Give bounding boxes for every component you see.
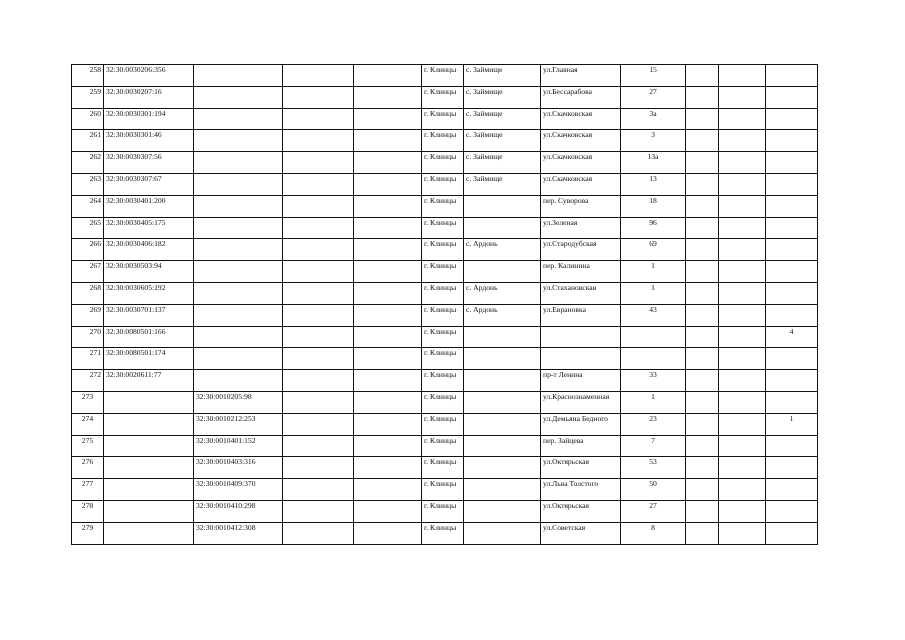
cadastral-number-alt-cell (194, 304, 283, 326)
empty-cell (719, 413, 766, 435)
empty-cell (283, 435, 354, 457)
city-cell: г. Клинцы (422, 195, 464, 217)
row-number-cell: 267 (72, 261, 104, 283)
empty-cell (283, 522, 354, 544)
city-cell: г. Клинцы (422, 370, 464, 392)
city-cell: г. Клинцы (422, 108, 464, 130)
settlement-cell (464, 479, 541, 501)
extra-value-cell (766, 304, 818, 326)
row-number-cell: 274 (72, 413, 104, 435)
empty-cell (354, 348, 422, 370)
empty-cell (354, 479, 422, 501)
extra-value-cell (766, 500, 818, 522)
street-cell: ул.Краснознаменная (541, 391, 621, 413)
empty-cell (686, 370, 719, 392)
cadastral-number-alt-cell: 32:30:0010412:308 (194, 522, 283, 544)
cadastral-number-cell (104, 435, 194, 457)
street-cell: ул.Октярьская (541, 457, 621, 479)
empty-cell (283, 86, 354, 108)
city-cell: г. Клинцы (422, 435, 464, 457)
empty-cell (354, 326, 422, 348)
row-number-cell: 268 (72, 282, 104, 304)
cadastral-number-cell: 32:30:0030301:46 (104, 130, 194, 152)
extra-value-cell (766, 239, 818, 261)
settlement-cell (464, 413, 541, 435)
cadastral-number-cell: 32:30:0030307:56 (104, 152, 194, 174)
empty-cell (719, 152, 766, 174)
street-cell: ул.Скачковская (541, 152, 621, 174)
cadastral-number-cell: 32:30:0030301:194 (104, 108, 194, 130)
cadastral-number-alt-cell (194, 282, 283, 304)
empty-cell (354, 86, 422, 108)
table-row (72, 65, 818, 87)
cadastral-number-alt-cell (194, 261, 283, 283)
empty-cell (354, 130, 422, 152)
table-row (72, 435, 818, 457)
empty-cell (283, 152, 354, 174)
city-cell: г. Клинцы (422, 130, 464, 152)
table-row (72, 348, 818, 370)
settlement-cell: с. Ардонь (464, 239, 541, 261)
empty-cell (354, 239, 422, 261)
row-number-cell: 279 (72, 522, 104, 544)
city-cell: г. Клинцы (422, 457, 464, 479)
table-row (72, 522, 818, 544)
cadastral-number-alt-cell (194, 130, 283, 152)
city-cell: г. Клинцы (422, 500, 464, 522)
cadastral-number-alt-cell (194, 152, 283, 174)
cadastral-number-alt-cell: 32:30:0010409:370 (194, 479, 283, 501)
empty-cell (354, 108, 422, 130)
street-cell (541, 348, 621, 370)
house-number-cell (621, 326, 686, 348)
extra-value-cell (766, 370, 818, 392)
extra-value-cell (766, 130, 818, 152)
cadastral-number-cell: 32:30:0030206:356 (104, 65, 194, 87)
empty-cell (719, 457, 766, 479)
house-number-cell: 27 (621, 500, 686, 522)
empty-cell (354, 261, 422, 283)
city-cell: г. Клинцы (422, 173, 464, 195)
row-number-cell: 262 (72, 152, 104, 174)
table-row (72, 457, 818, 479)
cadastral-number-alt-cell: 32:30:0010205:98 (194, 391, 283, 413)
cadastral-number-cell (104, 479, 194, 501)
empty-cell (354, 217, 422, 239)
empty-cell (719, 130, 766, 152)
empty-cell (354, 304, 422, 326)
extra-value-cell (766, 152, 818, 174)
cadastral-number-cell: 32:30:0030401:200 (104, 195, 194, 217)
cadastral-number-alt-cell (194, 370, 283, 392)
empty-cell (283, 370, 354, 392)
settlement-cell (464, 195, 541, 217)
row-number-cell: 263 (72, 173, 104, 195)
cadastral-number-cell: 32:30:0030307:67 (104, 173, 194, 195)
empty-cell (283, 391, 354, 413)
empty-cell (686, 500, 719, 522)
street-cell: пер. Суворова (541, 195, 621, 217)
house-number-cell: 13 (621, 173, 686, 195)
cadastral-number-alt-cell: 32:30:0010212:253 (194, 413, 283, 435)
cadastral-number-alt-cell (194, 239, 283, 261)
city-cell: г. Клинцы (422, 261, 464, 283)
street-cell: ул.Бессарабова (541, 86, 621, 108)
cadastral-number-cell: 32:30:0030406:182 (104, 239, 194, 261)
empty-cell (283, 413, 354, 435)
empty-cell (686, 65, 719, 87)
empty-cell (283, 304, 354, 326)
extra-value-cell: 4 (766, 326, 818, 348)
cadastral-number-cell (104, 500, 194, 522)
empty-cell (719, 348, 766, 370)
settlement-cell: с. Ардонь (464, 282, 541, 304)
empty-cell (354, 370, 422, 392)
empty-cell (686, 130, 719, 152)
cadastral-number-alt-cell (194, 217, 283, 239)
cadastral-number-cell: 32:30:0030503:94 (104, 261, 194, 283)
table-row (72, 326, 818, 348)
row-number-cell: 273 (72, 391, 104, 413)
house-number-cell: 23 (621, 413, 686, 435)
house-number-cell (621, 348, 686, 370)
city-cell: г. Клинцы (422, 217, 464, 239)
row-number-cell: 269 (72, 304, 104, 326)
empty-cell (686, 348, 719, 370)
table-row (72, 108, 818, 130)
cadastral-number-cell (104, 391, 194, 413)
empty-cell (283, 130, 354, 152)
empty-cell (686, 108, 719, 130)
city-cell: г. Клинцы (422, 152, 464, 174)
table-row (72, 239, 818, 261)
empty-cell (719, 239, 766, 261)
extra-value-cell (766, 86, 818, 108)
empty-cell (354, 413, 422, 435)
empty-cell (283, 326, 354, 348)
cadastral-number-alt-cell (194, 326, 283, 348)
cadastral-number-cell: 32:30:0020611:77 (104, 370, 194, 392)
settlement-cell (464, 522, 541, 544)
street-cell: ул.Льва Толстого (541, 479, 621, 501)
extra-value-cell (766, 479, 818, 501)
empty-cell (686, 195, 719, 217)
row-number-cell: 266 (72, 239, 104, 261)
extra-value-cell (766, 108, 818, 130)
table-row (72, 173, 818, 195)
empty-cell (283, 108, 354, 130)
cadastral-number-alt-cell (194, 173, 283, 195)
empty-cell (686, 522, 719, 544)
table-row (72, 391, 818, 413)
street-cell: ул.Главная (541, 65, 621, 87)
empty-cell (283, 239, 354, 261)
settlement-cell (464, 217, 541, 239)
extra-value-cell (766, 282, 818, 304)
city-cell: г. Клинцы (422, 348, 464, 370)
city-cell: г. Клинцы (422, 304, 464, 326)
cadastral-number-alt-cell (194, 108, 283, 130)
extra-value-cell (766, 435, 818, 457)
table-row (72, 370, 818, 392)
extra-value-cell (766, 261, 818, 283)
house-number-cell: 7 (621, 435, 686, 457)
settlement-cell (464, 435, 541, 457)
empty-cell (354, 195, 422, 217)
house-number-cell: 43 (621, 304, 686, 326)
extra-value-cell (766, 173, 818, 195)
street-cell: ул.Еврановка (541, 304, 621, 326)
extra-value-cell (766, 522, 818, 544)
empty-cell (283, 479, 354, 501)
cadastral-number-cell: 32:30:0030701:137 (104, 304, 194, 326)
row-number-cell: 276 (72, 457, 104, 479)
empty-cell (354, 282, 422, 304)
house-number-cell: 33 (621, 370, 686, 392)
city-cell: г. Клинцы (422, 391, 464, 413)
empty-cell (686, 86, 719, 108)
empty-cell (354, 152, 422, 174)
empty-cell (719, 86, 766, 108)
cadastral-number-alt-cell: 32:30:0010401:152 (194, 435, 283, 457)
street-cell: ул.Зеленая (541, 217, 621, 239)
cadastral-number-cell: 32:30:0030605:192 (104, 282, 194, 304)
table-row (72, 500, 818, 522)
empty-cell (719, 304, 766, 326)
empty-cell (686, 282, 719, 304)
table-row (72, 282, 818, 304)
empty-cell (354, 173, 422, 195)
empty-cell (719, 173, 766, 195)
empty-cell (686, 413, 719, 435)
empty-cell (283, 261, 354, 283)
empty-cell (686, 326, 719, 348)
street-cell (541, 326, 621, 348)
empty-cell (283, 500, 354, 522)
empty-cell (719, 435, 766, 457)
house-number-cell: 8 (621, 522, 686, 544)
empty-cell (283, 282, 354, 304)
empty-cell (354, 435, 422, 457)
city-cell: г. Клинцы (422, 65, 464, 87)
empty-cell (719, 108, 766, 130)
cadastral-number-cell (104, 413, 194, 435)
cadastral-number-cell (104, 457, 194, 479)
row-number-cell: 270 (72, 326, 104, 348)
empty-cell (283, 65, 354, 87)
row-number-cell: 278 (72, 500, 104, 522)
empty-cell (719, 500, 766, 522)
row-number-cell: 260 (72, 108, 104, 130)
empty-cell (686, 304, 719, 326)
empty-cell (283, 457, 354, 479)
house-number-cell: 96 (621, 217, 686, 239)
settlement-cell: с. Займище (464, 108, 541, 130)
empty-cell (719, 261, 766, 283)
settlement-cell (464, 500, 541, 522)
empty-cell (719, 522, 766, 544)
house-number-cell: 69 (621, 239, 686, 261)
extra-value-cell (766, 217, 818, 239)
settlement-cell: с. Займище (464, 152, 541, 174)
row-number-cell: 277 (72, 479, 104, 501)
settlement-cell: с. Ардонь (464, 304, 541, 326)
street-cell: ул.Стахановская (541, 282, 621, 304)
table-row (72, 130, 818, 152)
street-cell: ул.Октярьская (541, 500, 621, 522)
house-number-cell: 53 (621, 457, 686, 479)
table-row (72, 86, 818, 108)
table-row (72, 152, 818, 174)
empty-cell (719, 217, 766, 239)
empty-cell (686, 239, 719, 261)
empty-cell (354, 522, 422, 544)
city-cell: г. Клинцы (422, 282, 464, 304)
street-cell: ул.Демьяна Бедного (541, 413, 621, 435)
street-cell: пр-т Ленина (541, 370, 621, 392)
city-cell: г. Клинцы (422, 479, 464, 501)
empty-cell (719, 65, 766, 87)
empty-cell (719, 195, 766, 217)
empty-cell (283, 173, 354, 195)
empty-cell (719, 479, 766, 501)
empty-cell (686, 479, 719, 501)
cadastral-number-alt-cell (194, 65, 283, 87)
settlement-cell (464, 370, 541, 392)
empty-cell (283, 217, 354, 239)
settlement-cell: с. Займище (464, 173, 541, 195)
street-cell: ул.Скачковская (541, 108, 621, 130)
city-cell: г. Клинцы (422, 522, 464, 544)
cadastral-number-cell: 32:30:0080501:166 (104, 326, 194, 348)
cadastral-number-alt-cell (194, 195, 283, 217)
house-number-cell: 1 (621, 261, 686, 283)
registry-table (71, 64, 818, 545)
empty-cell (283, 348, 354, 370)
extra-value-cell: 1 (766, 413, 818, 435)
settlement-cell (464, 261, 541, 283)
house-number-cell: 3 (621, 130, 686, 152)
house-number-cell: 27 (621, 86, 686, 108)
row-number-cell: 271 (72, 348, 104, 370)
settlement-cell (464, 348, 541, 370)
row-number-cell: 259 (72, 86, 104, 108)
cadastral-number-cell (104, 522, 194, 544)
empty-cell (719, 282, 766, 304)
extra-value-cell (766, 195, 818, 217)
empty-cell (354, 457, 422, 479)
house-number-cell: 1 (621, 391, 686, 413)
cadastral-number-alt-cell: 32:30:0010403:316 (194, 457, 283, 479)
house-number-cell: 3а (621, 108, 686, 130)
cadastral-number-alt-cell (194, 348, 283, 370)
street-cell: пер. Зайцева (541, 435, 621, 457)
street-cell: ул.Советская (541, 522, 621, 544)
cadastral-number-cell: 32:30:0030405:175 (104, 217, 194, 239)
city-cell: г. Клинцы (422, 326, 464, 348)
cadastral-number-alt-cell (194, 86, 283, 108)
row-number-cell: 275 (72, 435, 104, 457)
street-cell: ул.Скачковская (541, 130, 621, 152)
house-number-cell: 50 (621, 479, 686, 501)
settlement-cell (464, 457, 541, 479)
settlement-cell: с. Займище (464, 130, 541, 152)
house-number-cell: 18 (621, 195, 686, 217)
extra-value-cell (766, 457, 818, 479)
row-number-cell: 272 (72, 370, 104, 392)
row-number-cell: 258 (72, 65, 104, 87)
extra-value-cell (766, 65, 818, 87)
table-row (72, 413, 818, 435)
street-cell: ул.Скачковская (541, 173, 621, 195)
table-row (72, 217, 818, 239)
cadastral-number-cell: 32:30:0080501:174 (104, 348, 194, 370)
street-cell: ул.Стародубская (541, 239, 621, 261)
extra-value-cell (766, 348, 818, 370)
house-number-cell: 15 (621, 65, 686, 87)
empty-cell (686, 173, 719, 195)
city-cell: г. Клинцы (422, 239, 464, 261)
cadastral-number-alt-cell: 32:30:0010410:298 (194, 500, 283, 522)
empty-cell (354, 65, 422, 87)
house-number-cell: 13а (621, 152, 686, 174)
empty-cell (686, 391, 719, 413)
table-row (72, 479, 818, 501)
table-row (72, 195, 818, 217)
empty-cell (719, 370, 766, 392)
settlement-cell (464, 326, 541, 348)
row-number-cell: 264 (72, 195, 104, 217)
registry-rows (72, 65, 818, 545)
settlement-cell (464, 391, 541, 413)
cadastral-number-cell: 32:30:0030207:16 (104, 86, 194, 108)
row-number-cell: 261 (72, 130, 104, 152)
empty-cell (354, 391, 422, 413)
empty-cell (354, 500, 422, 522)
settlement-cell: с. Займище (464, 86, 541, 108)
table-row (72, 261, 818, 283)
city-cell: г. Клинцы (422, 413, 464, 435)
empty-cell (686, 217, 719, 239)
table-row (72, 304, 818, 326)
empty-cell (686, 457, 719, 479)
house-number-cell: 1 (621, 282, 686, 304)
row-number-cell: 265 (72, 217, 104, 239)
empty-cell (686, 435, 719, 457)
empty-cell (719, 391, 766, 413)
empty-cell (719, 326, 766, 348)
empty-cell (686, 261, 719, 283)
settlement-cell: с. Займище (464, 65, 541, 87)
street-cell: пер. Калинина (541, 261, 621, 283)
extra-value-cell (766, 391, 818, 413)
empty-cell (686, 152, 719, 174)
empty-cell (283, 195, 354, 217)
city-cell: г. Клинцы (422, 86, 464, 108)
